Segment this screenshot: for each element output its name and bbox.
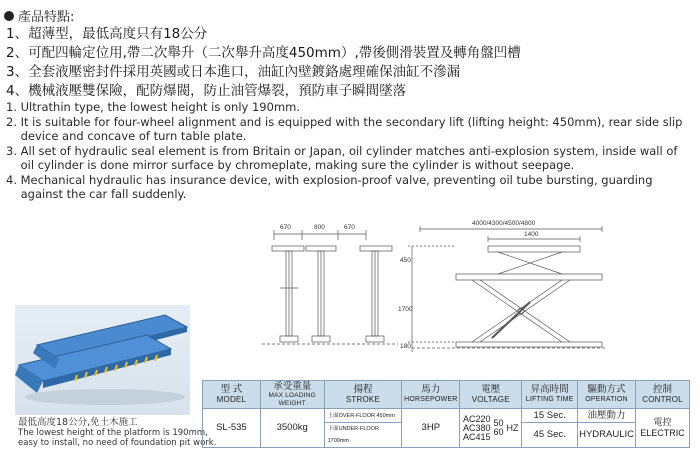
cell-stroke-over: 上面OVER-FLOOR 450mm [324, 409, 402, 423]
cell-weight: 3500kg [260, 409, 324, 448]
cell-model: SL-535 [203, 409, 261, 448]
feature-en-3b: oil cylinder is done mirror surface by chromeplate, making sure the cylinder is without seepage. [6, 158, 575, 172]
feature-cn-2: 2、可配四輪定位用,帶二次舉升（二次舉升高度450mm）,帶後側滑裝置及轉角盤凹槽 [6, 45, 521, 61]
cell-lifting-down: 45 Sec. [522, 423, 578, 448]
spec-header-row [203, 381, 690, 409]
header-lifting-time: 昇高時間 LIFTING TIME [522, 381, 578, 409]
feature-en-4: 4. Mechanical hydraulic has insurance device, with explosion-proof valve, preventing oil tube bursting, guarding [6, 172, 653, 187]
hz-60: 60 [493, 427, 504, 437]
cell-voltage [460, 409, 522, 448]
cell-lifting-up: 15 Sec. [522, 409, 578, 423]
voltage-380: AC380 [462, 422, 491, 433]
header-weight: 承受重量 MAX LOADING WEIGHT [260, 381, 324, 409]
feature-cn-3: 3、全套液壓密封件採用英國或日本進口，油缸內壁鍍鉻處理確保油缸不滲漏 [6, 64, 461, 80]
voltage-415: AC415 [462, 431, 491, 442]
control-cn: 電控 [653, 417, 672, 427]
header-stroke: 揚程 STROKE [324, 381, 402, 409]
feature-list-cn [6, 25, 521, 101]
features-title: 產品特點: [18, 10, 75, 25]
technical-drawing-svg [262, 218, 617, 370]
dim-450: 450 [400, 257, 411, 264]
dim-670-left: 670 [280, 224, 291, 231]
hz-50: 50 [493, 418, 504, 428]
header-voltage: 電壓 VOLTAGE [460, 381, 522, 409]
header-control: 控制 CONTROL [636, 381, 690, 409]
product-photo [15, 305, 190, 415]
header-operation: 驅動方式 OPERATION [578, 381, 636, 409]
feature-cn-4: 4、機械液壓雙保險，配防爆閥，防止油管爆裂，預防車子瞬間墜落 [6, 83, 407, 99]
technical-drawing [262, 218, 617, 370]
feature-list-en [6, 100, 696, 202]
control-en: ELECTRIC [640, 428, 685, 438]
header-horsepower: 馬力 HORSEPOWER [402, 381, 460, 409]
spec-row-1 [203, 409, 690, 423]
feature-cn-1: 1、超薄型，最低高度只有18公分 [6, 26, 208, 42]
dim-length: 4000/4300/4500/4800 [472, 220, 536, 227]
dim-180: 180 [400, 343, 411, 350]
caption-en-1: The lowest height of the platform is 190mm, [18, 428, 208, 438]
caption-en-2: easy to install, no need of foundation pit work. [18, 438, 217, 448]
dim-670-right: 670 [344, 224, 355, 231]
dim-1400: 1400 [524, 231, 539, 238]
caption-cn: 最低高度18公分,免土木施工 [18, 417, 138, 428]
voltage-220: AC220 [462, 413, 491, 424]
dim-1700: 1700 [398, 306, 413, 313]
spec-table [202, 380, 690, 448]
dim-800: 800 [314, 224, 325, 231]
feature-en-1: 1. Ultrathin type, the lowest height is only 190mm. [6, 100, 301, 114]
cell-stroke-under: 下面UNDER-FLOOR 1700mm [324, 423, 402, 448]
cell-control [636, 409, 690, 448]
cell-operation-cn: 油壓動力 [578, 409, 636, 423]
scissor-lift-illustration [15, 305, 190, 415]
cell-operation-en: HYDRAULIC [578, 423, 636, 448]
hz-unit: HZ [506, 422, 519, 433]
features-header [4, 6, 74, 25]
feature-en-4b: against the car fall suddenly. [6, 187, 187, 201]
feature-en-2: 2. It is suitable for four-wheel alignment and is equipped with the secondary lift (lifting height: 450mm), rear side slip [6, 114, 683, 129]
header-model: 型 式 MODEL [203, 381, 261, 409]
feature-en-2b: device and concave of turn table plate. [6, 129, 247, 143]
feature-en-3: 3. All set of hydraulic seal element is from Britain or Japan, oil cylinder matches anti-explosion system, inside wall of [6, 143, 678, 158]
cell-horsepower: 3HP [402, 409, 460, 448]
bullet-icon [4, 11, 14, 21]
photo-caption [18, 417, 217, 448]
